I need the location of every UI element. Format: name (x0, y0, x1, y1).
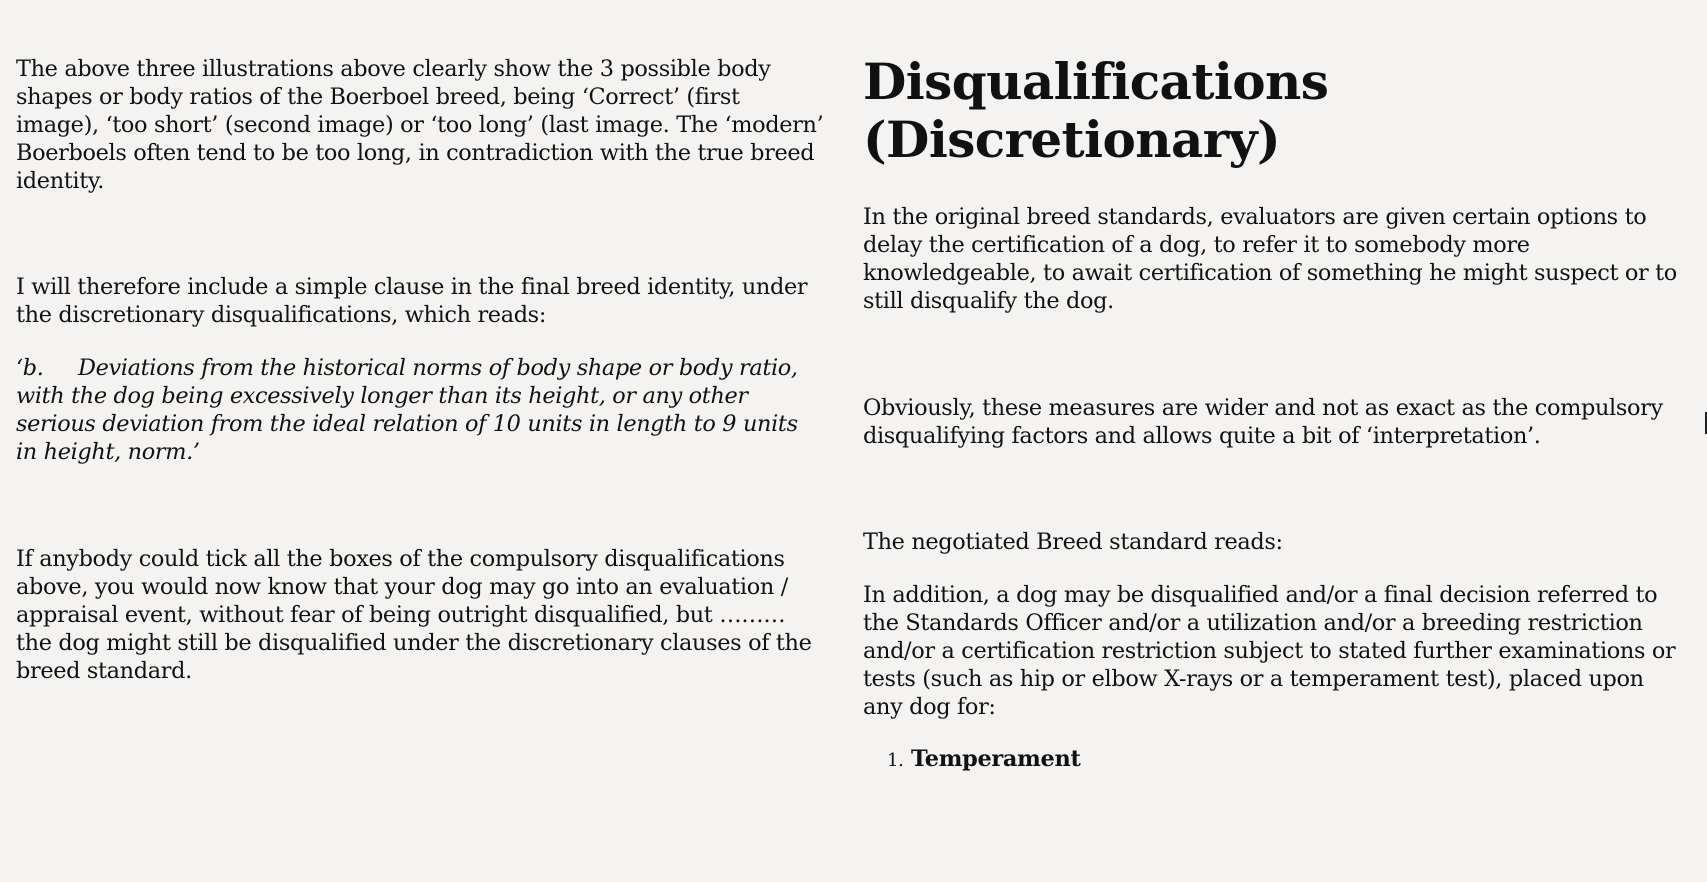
quoted-clause (16, 354, 824, 466)
section-heading (863, 53, 1328, 169)
heading-line-1: Disqualifications (863, 52, 1329, 111)
clause-text: Deviations from the historical norms of body shape or body ratio, with the dog being excessively longer than its height, or any other serious deviation from the ideal relation of 10 units in length to 9 units in height, norm.’ (16, 355, 798, 465)
heading-line-2: (Discretionary) (863, 110, 1281, 169)
paragraph-body-shapes: The above three illustrations above clearly show the 3 possible body shapes or body ratios of the Boerboel breed, being ‘Correct’ (first image), ‘too short’ (second image) or ‘too long’ (last image. The ‘modern’ Boerboels often tend to be too long, in contradiction with the true breed identity. (16, 56, 824, 194)
list-item-text: Temperament (911, 746, 1081, 772)
list-item-number: 1. (887, 750, 904, 771)
paragraph-compulsory-note: If anybody could tick all the boxes of the compulsory disqualifications above, you would now know that your dog may go into an evaluation / appraisal event, without fear of being outright disqualified, but ……… the dog might still be disqualified under the discretionary clauses of the breed standard. (16, 546, 812, 684)
paragraph-clause-intro: I will therefore include a simple clause in the final breed identity, under the discretionary disqualifications, which reads: (16, 274, 808, 328)
paragraph-standard-text: In addition, a dog may be disqualified and/or a final decision referred to the Standards Officer and/or a utilization and/or a breeding restriction and/or a certification restriction subject to stated further examinations or tests (such as hip or elbow X-rays or a temperament test), placed upon any dog for: (863, 582, 1676, 720)
paragraph-interpretation: Obviously, these measures are wider and not as exact as the compulsory disqualifying factors and allows quite a bit of ‘interpretation’. (863, 395, 1663, 449)
clause-letter: ‘b. (16, 355, 44, 381)
list-item (887, 745, 1081, 775)
disqualification-list (887, 745, 1081, 775)
paragraph-original-standards: In the original breed standards, evaluators are given certain options to delay the certification of a dog, to refer it to somebody more knowledgeable, to await certification of something he might suspect or to still disqualify the dog. (863, 204, 1677, 314)
paragraph-negotiated-standard: The negotiated Breed standard reads: (863, 529, 1283, 555)
